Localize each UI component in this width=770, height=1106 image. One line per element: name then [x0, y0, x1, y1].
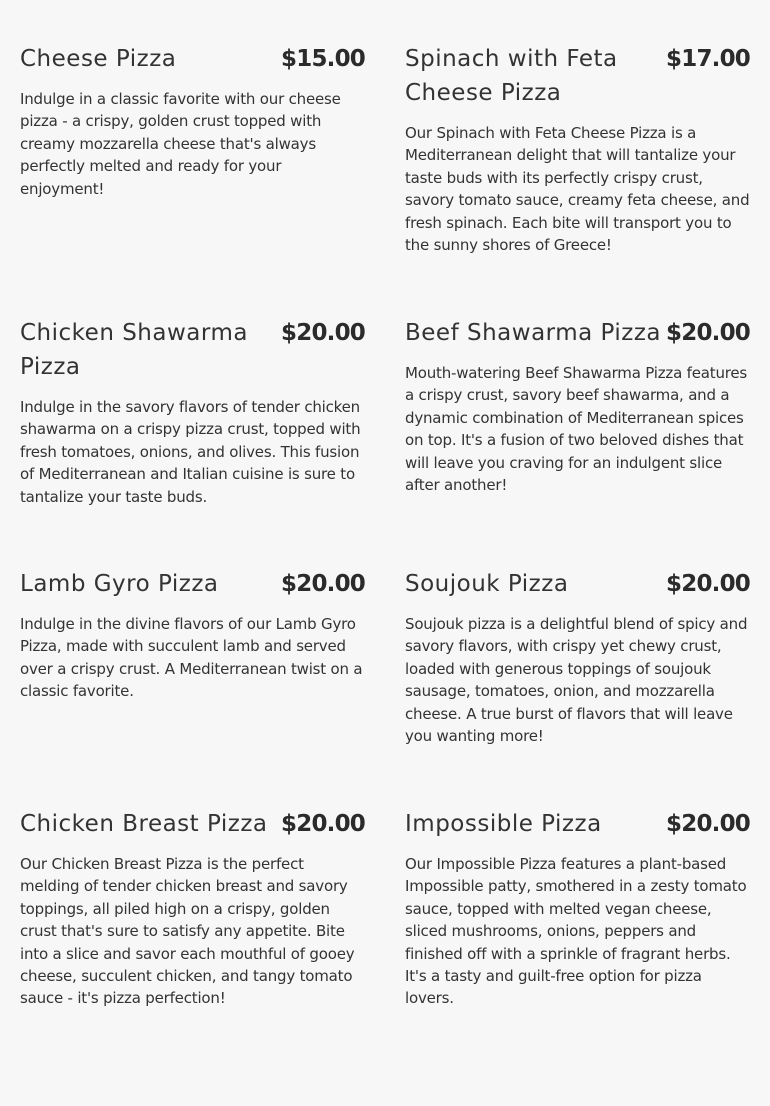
menu-item-name: Soujouk Pizza: [405, 571, 569, 597]
menu-item-spinach-feta-pizza: [405, 42, 750, 256]
menu-item-cheese-pizza: [20, 42, 365, 200]
menu-item-description: Indulge in a classic favorite with our cheese pizza - a crispy, golden crust topped with creamy mozzarella cheese that's always perfectly melted and ready for your enjoyment!: [20, 90, 341, 198]
menu-item-name: Lamb Gyro Pizza: [20, 571, 219, 597]
menu-item-price: $20.00: [281, 811, 365, 837]
menu-item-header: [20, 807, 365, 841]
menu-item-soujouk-pizza: [405, 567, 750, 747]
menu-item-chicken-breast-pizza: [20, 807, 365, 1010]
menu-item-price: $17.00: [666, 46, 750, 72]
menu-item-name: Cheese Pizza: [20, 46, 177, 72]
menu-item-header: [405, 316, 750, 350]
menu-item-name: Impossible Pizza: [405, 811, 602, 837]
menu-item-impossible-pizza: [405, 807, 750, 1010]
menu-item-price: $20.00: [666, 571, 750, 597]
menu-item-chicken-shawarma-pizza: [20, 316, 365, 508]
menu-item-price: $20.00: [666, 811, 750, 837]
menu-item-header: [20, 567, 365, 601]
menu-item-description: Indulge in the savory flavors of tender chicken shawarma on a crispy pizza crust, topped with fresh tomatoes, onions, and olives. This fusion of Mediterranean and Italian cuisine is sure to tantalize your taste buds.: [20, 398, 361, 506]
menu-item-description: Our Impossible Pizza features a plant-based Impossible patty, smothered in a zesty tomato sauce, topped with melted vegan cheese, sliced mushrooms, onions, peppers and finished off with a sprinkle of fragrant herbs. It's a tasty and guilt-free option for pizza lovers.: [405, 855, 747, 1008]
menu-item-header: [405, 807, 750, 841]
menu-item-name: Spinach with Feta Cheese Pizza: [405, 46, 618, 106]
menu-item-header: [20, 42, 365, 76]
menu-item-header: [405, 42, 750, 110]
menu-item-price: $20.00: [281, 571, 365, 597]
menu-item-beef-shawarma-pizza: [405, 316, 750, 496]
menu-item-header: [20, 316, 365, 384]
menu-item-name: Chicken Shawarma Pizza: [20, 320, 248, 380]
menu-item-name: Beef Shawarma Pizza: [405, 320, 662, 346]
menu-item-price: $15.00: [281, 46, 365, 72]
menu-item-lamb-gyro-pizza: [20, 567, 365, 703]
menu-item-name: Chicken Breast Pizza: [20, 811, 268, 837]
menu-item-description: Our Spinach with Feta Cheese Pizza is a Mediterranean delight that will tantalize your taste buds with its perfectly crispy crust, savory tomato sauce, creamy feta cheese, and fresh spinach. Each bite will transport you to the sunny shores of Greece!: [405, 124, 750, 255]
menu-item-description: Soujouk pizza is a delightful blend of spicy and savory flavors, with crispy yet chewy crust, loaded with generous toppings of soujouk sausage, tomatoes, onion, and mozzarella cheese. A true burst of flavors that will leave you wanting more!: [405, 615, 748, 746]
menu-item-description: Mouth-watering Beef Shawarma Pizza features a crispy crust, savory beef shawarma, and a dynamic combination of Mediterranean spices on top. It's a fusion of two beloved dishes that will leave you craving for an indulgent slice after another!: [405, 364, 748, 495]
menu-item-header: [405, 567, 750, 601]
menu-item-description: Indulge in the divine flavors of our Lamb Gyro Pizza, made with succulent lamb and served over a crispy crust. A Mediterranean twist on a classic favorite.: [20, 615, 363, 701]
menu-item-description: Our Chicken Breast Pizza is the perfect melding of tender chicken breast and savory toppings, all piled high on a crispy, golden crust that's sure to satisfy any appetite. Bite into a slice and savor each mouthful of gooey cheese, succulent chicken, and tangy tomato sauce - it's pizza perfection!: [20, 855, 355, 1008]
menu-item-price: $20.00: [281, 320, 365, 346]
menu-item-price: $20.00: [666, 320, 750, 346]
